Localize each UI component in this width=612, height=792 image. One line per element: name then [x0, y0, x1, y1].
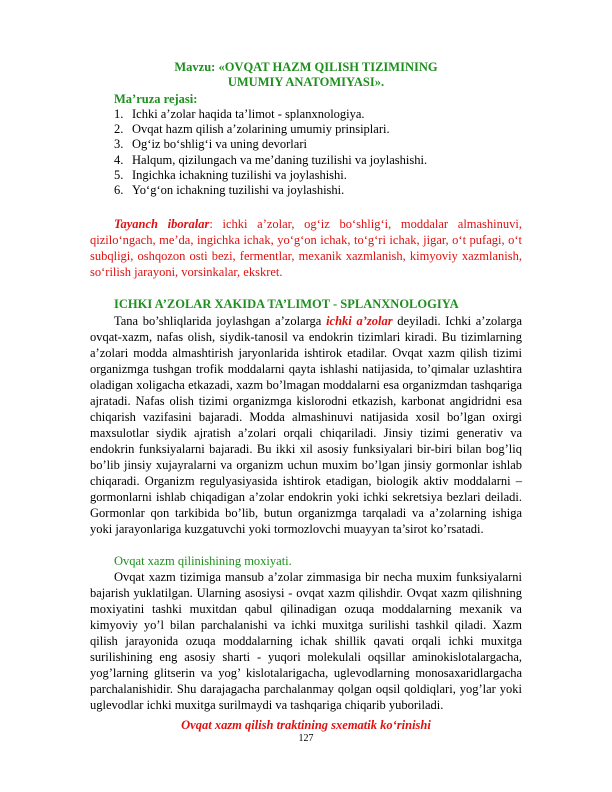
key-terms-text: ichki a’zolar, og‘iz bo‘shlig‘i, moddalar almashinuvi, qizilo‘ngach, me’da, ingichka ichak, yo‘g‘on ichak, to‘g‘ri ichak, jigar, o‘t pufagi, o‘t subqligi, oshqozon osti bezi, fermentlar, mexanik xazmlanish, kimyoviy xazmlanish, so‘rilish jarayoni, vorsinkalar, ekskret. — [90, 217, 522, 279]
subheading: Ovqat xazm qilinishining moxiyati. — [114, 554, 292, 568]
plan-item: 3. Og‘iz bo‘shlig‘i va uning devorlari — [114, 137, 307, 152]
body-paragraph-2: Ovqat xazm tizimiga mansub a’zolar zimmasiga bir necha muxim funksiyalarni bajarish yuklatilgan. Ularning asosiysi - ovqat xazm qilishdir. Ovqat xazm qilishning moxiyatini tashki muxitdan qabul qilinadigan ozuqa moddalarning mexanik va kimyoviy yo’l bilan parchalanishi va ichki muxitga surilishi tashkil qiladi. Xazm qilish jarayonida ozuqa moddalarning ichak shillik qavati orqali ichki muxitga surilishining eng asosiy sharti - yuqori molekulali oqsillar aminokislotalargacha, yog’larning glitserin va yog’ kislotalarigacha, uglevodlarning monosaxaridlargacha parchalanishidir. Shu darajagacha parchalanmay qolgan oqsil qoldiqlari, yog’lar yoki uglevodlar ichki muxitga surilmaydi va tashqariga chiqarib yuboriladi. — [90, 570, 522, 712]
key-terms-label: Tayanch iboralar — [114, 217, 210, 231]
plan-heading: Ma’ruza rejasi: — [114, 92, 198, 106]
plan-item: 4. Halqum, qizilungach va me’daning tuzilishi va joylashishi. — [114, 152, 428, 167]
title-line-1: Mavzu: «OVQAT HAZM QILISH TIZIMINING — [174, 60, 438, 74]
plan-item: 2. Ovqat hazm qilish a’zolarining umumiy prinsiplari. — [114, 122, 390, 137]
key-terms-paragraph — [90, 216, 522, 280]
figure-caption: Ovqat xazm qilish traktining sxematik ko‘rinishi — [181, 718, 431, 732]
plan-list — [114, 107, 427, 198]
plan-item: 6. Yo‘g‘on ichakning tuzilishi va joylashishi. — [114, 183, 345, 198]
emphasis-term: ichki a’zolar — [326, 314, 393, 328]
title-line-2: UMUMIY ANATOMIYASI». — [227, 75, 385, 89]
page-title — [90, 60, 522, 90]
body-paragraph-1: Tana bo’shliqlarida joylashgan a’zolarga ichki a’zolar deyiladi. Ichki a’zolarga ovqat-xazm, nafas olish, siydik-tanosil va endokrin tizimlari kiradi. Bu tizimlarning a’zolari modda almashtirish jaryonlarida ishtirok etadilar. Ovqat xazm qilish tizimi organizmga tushgan trofik moddalarni qayta ishlashi natijasida, to’qimalar uzlashtira oladigan xoligacha etkazadi, xazm bo’lmagan moddalarni esa organizmdan tashqariga ajratadi. Nafas olish tizimi organizmga kislorodni etkazish, karbonat angidridni esa chiqarish vazifasini bajaradi. Modda almashinuvi natijasida xosil bo’lgan oxirgi maxsulotlar siydik ajratish a’zolari orqali chiqariladi. Jinsiy tizimi generativ va endokrin funksiyalarni bajaradi. Bu ikki xil asosiy funksiyalari bir-biri bilan bog’liq bo’lib jinsiy xujayralarni va organizm uchun muxim bo’lgan jinsiy gormonlar ishlab chiqaradi. Organizm regulyasiyasida ishtirok etadigan, biologik aktiv moddalarni – gormonlarni ishlab chiqadigan a’zolar endokrin yoki ichki sekretsiya bezlari deiladi. Gormonlar qon tarkibida bo’lib, butun organizmga tarqaladi va a’zolarning ishiga yoki jarayonlariga kuzgatuvchi yoki tormozlovchi muayyan ta’sirot ko’rsatadi. — [90, 314, 523, 536]
plan-item: 1. Ichki a’zolar haqida ta’limot - splanxnologiya. — [114, 107, 365, 121]
section-heading: ICHKI A’ZOLAR XAKIDA TA’LIMOT - SPLANXNOLOGIYA — [114, 297, 459, 311]
plan-item: 5. Ingichka ichakning tuzilishi va joylashishi. — [114, 167, 347, 182]
page-number: 127 — [298, 733, 314, 744]
key-terms-colon: : — [209, 217, 213, 231]
